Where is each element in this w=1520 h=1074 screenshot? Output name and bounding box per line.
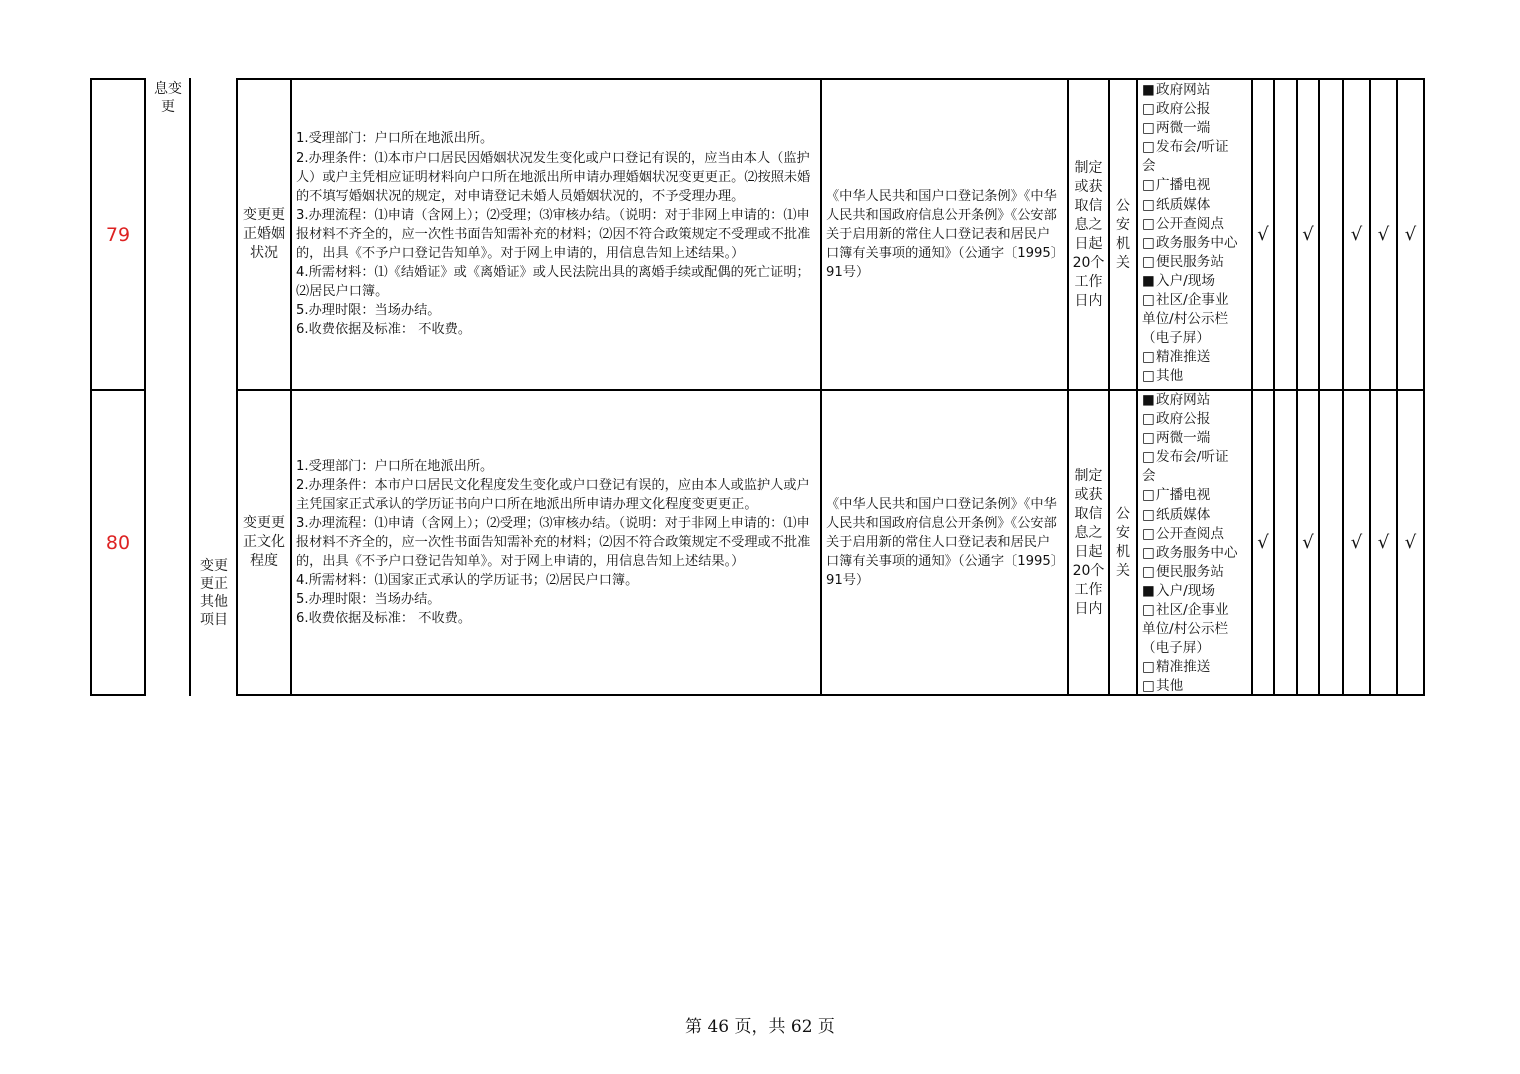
channel-cell (1138, 391, 1251, 694)
checkbox-icon: □ (1142, 292, 1155, 309)
channel-option (1142, 658, 1251, 677)
channel-label: 公开查阅点 (1156, 215, 1224, 232)
checkbox-icon: □ (1142, 411, 1155, 428)
channel-label: 会 (1142, 158, 1156, 175)
subject-cell (1110, 391, 1136, 694)
checkbox-icon: □ (1142, 253, 1155, 270)
channel-label: （电子屏） (1142, 330, 1210, 347)
check-mark: √ (1257, 224, 1269, 245)
checkbox-icon: □ (1142, 449, 1155, 466)
channel-option (1142, 582, 1251, 601)
channel-label: 社区/企事业 (1156, 292, 1229, 309)
process-step: 3.办理流程：⑴申请（含网上）；⑵受理；⑶审核办结。（说明：对于非网上申请的：⑴申报材料不齐全的，应一次性书面告知需补充的材料；⑵因不符合政策规定不受理或不批准的，出具《不予户口登记告知单》。对于网上申请的，用信息告知上述结果。） (296, 515, 811, 570)
channel-option (1142, 100, 1251, 119)
channel-label: 政府公报 (1156, 411, 1211, 428)
channel-option-cont (1142, 329, 1251, 348)
process-cell (292, 391, 820, 694)
channel-label: 发布会/听证 (1156, 449, 1229, 466)
channel-option (1142, 506, 1251, 525)
channel-label: 社区/企事业 (1156, 602, 1229, 619)
channel-label: 广播电视 (1156, 487, 1211, 504)
channel-option (1142, 486, 1251, 505)
process-step: 4.所需材料：⑴国家正式承认的学历证书；⑵居民户口簿。 (296, 573, 639, 589)
page-number: 第 46 页，共 62 页 (685, 1017, 835, 1037)
check-mark: √ (1404, 532, 1417, 553)
legal-basis: 《中华人民共和国户口登记条例》《中华人民共和国政府信息公开条例》《公安部关于启用新的常住人口登记表和居民户口簿有关事项的通知》（公通字〔1995〕91号） (826, 497, 1058, 588)
checkbox-icon: □ (1142, 215, 1155, 232)
process-step: 1.受理部门：户口所在地派出所。 (296, 131, 494, 147)
channel-option (1142, 215, 1251, 234)
channel-option (1142, 138, 1251, 157)
grid-line (236, 694, 1425, 696)
channel-label: 广播电视 (1156, 177, 1211, 194)
item-name: 变更更正文化程度 (243, 515, 285, 569)
channel-label: 两微一端 (1156, 430, 1211, 447)
channel-option (1142, 119, 1251, 138)
time-limit: 制定或获取信息之日起20个工作日内 (1072, 467, 1105, 617)
checkbox-icon: □ (1142, 525, 1155, 542)
checkbox-icon: ■ (1142, 582, 1155, 599)
check-mark: √ (1377, 224, 1390, 245)
channel-option (1142, 677, 1251, 694)
channel-label: （电子屏） (1142, 640, 1210, 657)
channel-option (1142, 196, 1251, 215)
row-number: 80 (105, 531, 131, 554)
check-mark: √ (1350, 224, 1363, 245)
group-sub-cell (192, 548, 236, 638)
checkbox-icon: □ (1142, 659, 1155, 676)
checkbox-icon: □ (1142, 430, 1155, 447)
channel-option (1142, 525, 1251, 544)
checkbox-icon: □ (1142, 368, 1155, 385)
channel-label: 政务服务中心 (1156, 234, 1238, 251)
channel-option (1142, 544, 1251, 563)
check-mark: √ (1404, 224, 1417, 245)
process-step: 3.办理流程：⑴申请（含网上）；⑵受理；⑶审核办结。（说明：对于非网上申请的：⑴申报材料不齐全的，应一次性书面告知需补充的材料；⑵因不符合政策规定不受理或不批准的，出具《不予户口登记告知单》。对于网上申请的，用信息告知上述结果。） (296, 207, 811, 262)
channel-option (1142, 448, 1251, 467)
grid-line (90, 694, 146, 696)
channel-option (1142, 291, 1251, 310)
group-sub-label: 变更更正其他项目 (200, 558, 228, 628)
checkbox-icon: ■ (1142, 82, 1155, 98)
check-mark: √ (1350, 532, 1363, 553)
channel-label: 政务服务中心 (1156, 544, 1238, 561)
item-name: 变更更正婚姻状况 (243, 207, 285, 261)
channel-option (1142, 391, 1251, 410)
group-parent-cell (147, 80, 189, 122)
process-step: 5.办理时限：当场办结。 (296, 592, 441, 608)
check-mark: √ (1257, 532, 1269, 553)
checkbox-icon: □ (1142, 563, 1155, 580)
channel-label: 会 (1142, 468, 1156, 485)
checkbox-icon: □ (1142, 177, 1155, 194)
channel-label: 政府网站 (1156, 392, 1211, 408)
grid-line (1423, 78, 1425, 696)
channel-cell (1138, 80, 1251, 389)
channel-option (1142, 81, 1251, 100)
channel-label: 两微一端 (1156, 120, 1211, 137)
channel-label: 其他 (1156, 678, 1184, 694)
grid-line (189, 78, 191, 696)
check-mark: √ (1302, 532, 1314, 553)
grid-line (1273, 78, 1275, 696)
channel-option-cont (1142, 620, 1251, 639)
checkbox-icon: □ (1142, 678, 1155, 694)
checkbox-icon: □ (1142, 101, 1155, 118)
checkbox-icon: □ (1142, 196, 1155, 213)
channel-option (1142, 253, 1251, 272)
checkbox-icon: □ (1142, 506, 1155, 523)
checkbox-icon: ■ (1142, 392, 1155, 408)
channel-option (1142, 272, 1251, 291)
channel-label: 公开查阅点 (1156, 525, 1224, 542)
legal-basis: 《中华人民共和国户口登记条例》《中华人民共和国政府信息公开条例》《公安部关于启用新的常住人口登记表和居民户口簿有关事项的通知》（公通字〔1995〕91号） (826, 189, 1058, 280)
checkbox-icon: ■ (1142, 272, 1155, 289)
channel-option (1142, 367, 1251, 386)
process-step: 6.收费依据及标准： 不收费。 (296, 611, 472, 627)
channel-option (1142, 601, 1251, 620)
check-mark: √ (1377, 532, 1390, 553)
responsible-subject: 公安机关 (1116, 505, 1130, 579)
channel-label: 入户/现场 (1156, 582, 1215, 599)
checkbox-icon: □ (1142, 544, 1155, 561)
checkbox-icon: □ (1142, 487, 1155, 504)
item-name-cell (238, 391, 290, 694)
channel-option (1142, 176, 1251, 195)
channel-option-cont (1142, 157, 1251, 176)
responsible-subject: 公安机关 (1116, 197, 1130, 271)
channel-option (1142, 429, 1251, 448)
channel-option (1142, 563, 1251, 582)
checkbox-icon: □ (1142, 234, 1155, 251)
channel-label: 精准推送 (1156, 659, 1211, 676)
process-step: 6.收费依据及标准： 不收费。 (296, 322, 472, 338)
process-step: 2.办理条件：⑴本市户口居民因婚姻状况发生变化或户口登记有误的，应当由本人（监护人）或户主凭相应证明材料向户口所在地派出所申请办理婚姻状况变更更正。⑵按照未婚的不填写婚姻状况的规定，对申请登记未婚人员婚姻状况的，不予受理办理。 (296, 150, 811, 204)
channel-label: 纸质媒体 (1156, 196, 1211, 213)
checkbox-icon: □ (1142, 349, 1155, 366)
process-step: 5.办理时限：当场办结。 (296, 303, 441, 319)
channel-label: 政府公报 (1156, 101, 1211, 118)
grid-line (1318, 78, 1320, 696)
channel-option-cont (1142, 639, 1251, 658)
channel-label: 政府网站 (1156, 82, 1211, 98)
process-step: 2.办理条件：本市户口居民文化程度发生变化或户口登记有误的，应由本人或监护人或户主凭国家正式承认的学历证书向户口所在地派出所申请办理文化程度变更更正。 (296, 477, 810, 512)
item-name-cell (238, 80, 290, 389)
channel-label: 入户/现场 (1156, 272, 1215, 289)
channel-option (1142, 410, 1251, 429)
row-number: 79 (105, 223, 131, 246)
channel-label: 精准推送 (1156, 349, 1211, 366)
channel-label: 便民服务站 (1156, 253, 1224, 270)
time-limit: 制定或获取信息之日起20个工作日内 (1072, 159, 1105, 309)
group-parent-label: 息变更 (154, 81, 182, 115)
channel-option-cont (1142, 467, 1251, 486)
process-step: 1.受理部门：户口所在地派出所。 (296, 458, 494, 474)
checkbox-icon: □ (1142, 602, 1155, 619)
channel-label: 单位/村公示栏 (1142, 311, 1229, 328)
time-limit-cell (1069, 391, 1108, 694)
process-cell (292, 80, 820, 389)
channel-option (1142, 234, 1251, 253)
subject-cell (1110, 80, 1136, 389)
process-step: 4.所需材料：⑴《结婚证》或《离婚证》或人民法院出具的离婚手续或配偶的死亡证明；⑵居民户口簿。 (296, 265, 810, 300)
process-list (296, 457, 816, 629)
checkbox-icon: □ (1142, 120, 1155, 137)
time-limit-cell (1069, 80, 1108, 389)
process-list (296, 129, 816, 339)
channel-option (1142, 348, 1251, 367)
channel-option-cont (1142, 310, 1251, 329)
check-mark: √ (1302, 224, 1314, 245)
channel-label: 发布会/听证 (1156, 139, 1229, 156)
channel-label: 便民服务站 (1156, 563, 1224, 580)
basis-cell (822, 391, 1067, 694)
grid-line (144, 78, 146, 696)
basis-cell (822, 80, 1067, 389)
channel-label: 其他 (1156, 368, 1184, 385)
channel-label: 纸质媒体 (1156, 506, 1211, 523)
checkbox-icon: □ (1142, 139, 1155, 156)
channel-label: 单位/村公示栏 (1142, 621, 1229, 638)
